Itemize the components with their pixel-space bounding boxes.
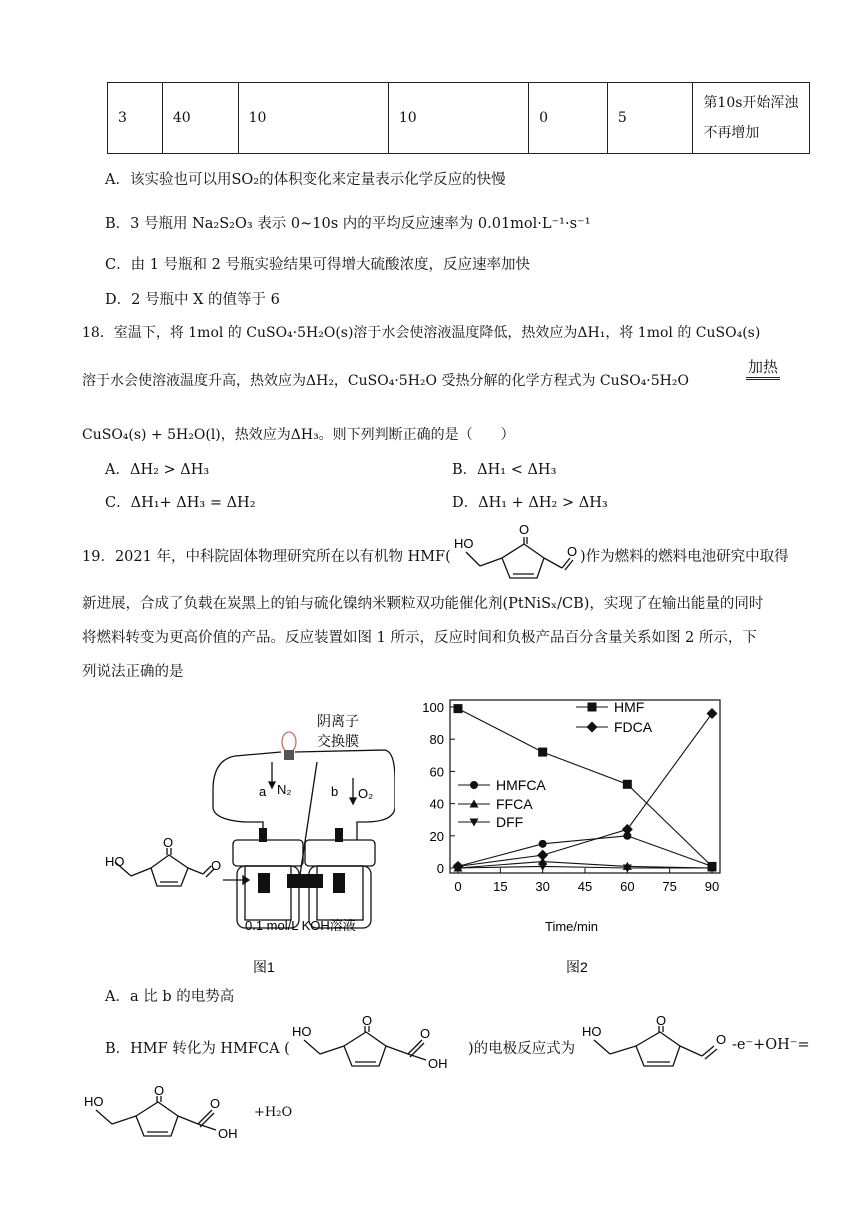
q18-option-d: D．ΔH₁ + ΔH₂ > ΔH₃ (452, 495, 608, 511)
table-cell: 10 (388, 83, 528, 154)
legend-label: FDCA (614, 719, 653, 735)
hmfca-oh-label: OH (428, 1056, 448, 1071)
table-cell: 3 (108, 83, 163, 154)
q19-option-b-part1: B．HMF 转化为 HMFCA ( (105, 1041, 290, 1057)
reactant-keto-o-label: O (656, 1013, 667, 1028)
q19-option-a: A．a 比 b 的电势高 (105, 989, 235, 1005)
q19-line1a: 19．2021 年，中科院固体物理研究所在以有机物 HMF( (82, 549, 451, 565)
x-tick-label: 75 (662, 879, 677, 894)
hmf-structure (452, 520, 582, 582)
x-axis-label: Time/min (545, 919, 598, 934)
table-cell: 10 (238, 83, 388, 154)
y-tick-label: 60 (429, 764, 444, 780)
q19-line4: 列说法正确的是 (82, 664, 184, 680)
hmf-ho-label: HO (454, 536, 474, 551)
y-tick-label: 0 (436, 861, 444, 876)
hmfca-acid-o-label: O (420, 1026, 431, 1041)
figure-1 (95, 690, 395, 980)
table-cell: 第10s开始浑浊不再增加 (693, 83, 810, 154)
y-tick-label: 20 (429, 828, 444, 844)
hmf-ald-o-label: O (567, 544, 578, 559)
hmfca-keto-o-label: O (362, 1013, 373, 1028)
product-acid-o-label: O (210, 1096, 221, 1111)
electrode-b-label: b (331, 784, 339, 799)
legend-marker (588, 703, 597, 712)
q19-line2: 新进展，合成了负载在炭黑上的铂与硫化镍纳米颗粒双功能催化剂(PtNiSₓ/CB)，实现了在输出能量的同时 (82, 596, 764, 612)
table-cell: 40 (162, 83, 238, 154)
x-tick-label: 60 (620, 879, 635, 894)
q18-option-c: C．ΔH₁+ ΔH₃ = ΔH₂ (105, 495, 256, 511)
solution-label: 0.1 mol/L KOH溶液 (245, 918, 356, 933)
o2-label: O₂ (358, 786, 374, 801)
legend-marker (470, 781, 478, 789)
n2-label: N₂ (277, 782, 292, 797)
legend-marker (587, 722, 598, 733)
membrane-label-1: 阴离子 (317, 713, 359, 729)
hmf-keto-o-label: O (519, 522, 530, 537)
data-table (107, 82, 810, 154)
y-tick-label: 40 (429, 796, 444, 812)
y-tick-label: 100 (422, 700, 444, 715)
table-cell: 0 (529, 83, 608, 154)
hmf-structure-reactant (580, 1010, 730, 1072)
table-cell: 5 (607, 83, 693, 154)
data-point-hmf (623, 780, 632, 789)
legend-label: HMFCA (496, 777, 546, 793)
fig1-ald-o-label: O (211, 858, 222, 873)
x-tick-label: 15 (493, 879, 508, 894)
q17-option-c: C．由 1 号瓶和 2 号瓶实验结果可得增大硫酸浓度，反应速率加快 (105, 257, 530, 273)
q17-option-d: D．2 号瓶中 X 的值等于 6 (105, 292, 280, 308)
fig1-keto-o-label: O (163, 835, 174, 850)
y-tick-label: 80 (429, 732, 444, 748)
heat-condition: 加热 (746, 356, 780, 380)
hmfca-structure-product (82, 1080, 257, 1150)
plot-frame (450, 700, 720, 873)
reactant-ald-o-label: O (716, 1032, 727, 1047)
product-keto-o-label: O (154, 1083, 165, 1098)
q18-option-b: B．ΔH₁ < ΔH₃ (452, 462, 557, 478)
q18-line2: 溶于水会使溶液温度升高，热效应为ΔH₂，CuSO₄·5H₂O 受热分解的化学方程式为 CuSO₄·5H₂O (82, 373, 689, 389)
data-point-hmfca (539, 840, 547, 848)
q19-line1b: )作为燃料的燃料电池研究中取得 (580, 549, 789, 565)
x-tick-label: 90 (704, 879, 720, 894)
q19-option-b-part2: )的电极反应式为 (468, 1041, 576, 1057)
product-ho-label: HO (84, 1094, 104, 1109)
reactant-ho-label: HO (582, 1024, 602, 1039)
fig1-ho-label: HO (105, 854, 125, 869)
figure-2-chart (400, 690, 730, 980)
q17-option-a: A．该实验也可以用SO₂的体积变化来定量表示化学反应的快慢 (105, 172, 506, 188)
data-point-fdca (707, 708, 718, 719)
hmfca-structure (290, 1010, 465, 1072)
q18-option-a: A．ΔH₂ > ΔH₃ (105, 462, 210, 478)
figure-1-caption: 图1 (253, 959, 275, 975)
q19-option-b-part4: +H₂O (254, 1105, 293, 1120)
x-tick-label: 45 (577, 879, 593, 894)
hmfca-ho-label: HO (292, 1024, 312, 1039)
q17-option-b: B．3 号瓶用 Na₂S₂O₃ 表示 0~10s 内的平均反应速率为 0.01mol·L⁻¹·s⁻¹ (105, 216, 591, 232)
legend-label: FFCA (496, 796, 533, 812)
data-point-hmf (454, 704, 463, 713)
product-oh-label: OH (218, 1126, 238, 1141)
q18-line3: CuSO₄(s) + 5H₂O(l)，热效应为ΔH₃。则下列判断正确的是（ ） (82, 427, 515, 443)
legend-label: DFF (496, 814, 524, 830)
q19-option-b-part3: -e⁻+OH⁻= (732, 1037, 810, 1053)
membrane-label-2: 交换膜 (317, 733, 359, 749)
x-tick-label: 30 (535, 879, 550, 894)
q19-line3: 将燃料转变为更高价值的产品。反应装置如图 1 所示，反应时间和负极产品百分含量关系如图 2 所示，下 (82, 630, 757, 646)
q18-line1: 18．室温下，将 1mol 的 CuSO₄·5H₂O(s)溶于水会使溶液温度降低，热效应为ΔH₁，将 1mol 的 CuSO₄(s) (82, 325, 761, 341)
table-row (108, 83, 810, 154)
electrode-a-label: a (259, 784, 267, 799)
figure-2-caption: 图2 (566, 959, 588, 975)
data-point-hmfca (623, 832, 631, 840)
data-point-hmf (538, 748, 547, 757)
legend-label: HMF (614, 699, 645, 715)
x-tick-label: 0 (454, 879, 462, 894)
